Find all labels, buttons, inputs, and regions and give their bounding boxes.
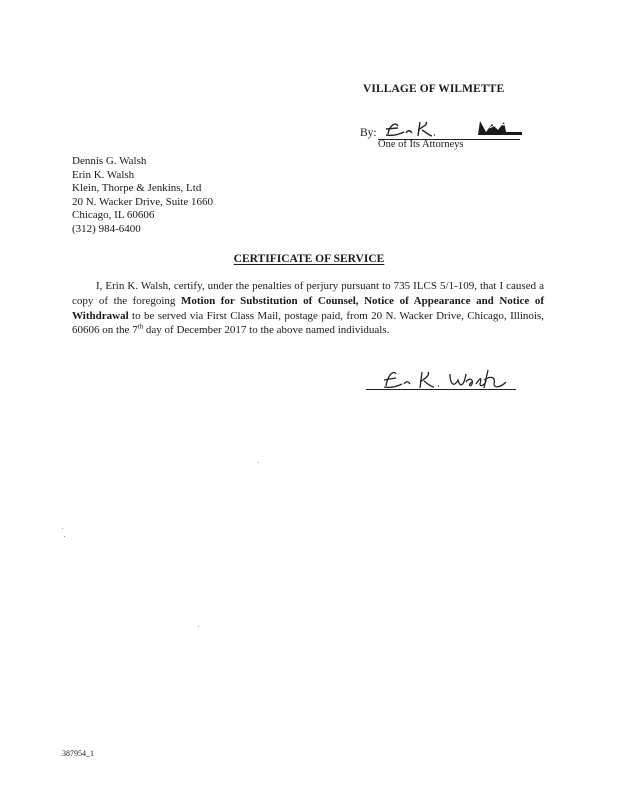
signer-signature-image <box>376 362 516 392</box>
attorney-address-block <box>72 155 213 237</box>
attorney-signature-block <box>360 118 520 158</box>
client-name-heading: VILLAGE OF WILMETTE <box>363 83 505 95</box>
certificate-title: CERTIFICATE OF SERVICE <box>233 253 385 265</box>
certificate-body-text: I, Erin K. Walsh, certify, under the penalties of perjury pursuant to 735 ILCS 5/1-109, that I caused a copy of the foregoing <box>72 280 544 307</box>
address-line: Klein, Thorpe & Jenkins, Ltd <box>72 182 202 195</box>
address-line: (312) 984-6400 <box>72 222 141 235</box>
scan-speck <box>62 528 63 529</box>
attorney-signature-image <box>382 118 522 140</box>
certificate-body-text: day of December 2017 to the above named individuals. <box>143 324 390 337</box>
document-id: 387954_1 <box>62 749 94 758</box>
scan-speck <box>198 626 199 627</box>
certificate-body <box>72 279 544 338</box>
date-ordinal-suffix: th <box>137 322 144 331</box>
address-line: Dennis G. Walsh <box>72 155 147 167</box>
certificate-body-documents: Motion for Substitution of Counsel, Notice of Appearance and Notice of Withdrawal <box>72 294 544 322</box>
scan-speck <box>258 462 259 463</box>
scan-speck <box>64 536 65 537</box>
by-role-caption: One of Its Attorneys <box>378 139 464 150</box>
address-line: Erin K. Walsh <box>72 168 135 181</box>
certificate-body-text: to be served via First Class Mail, postage paid, from 20 N. Wacker Drive, Chicago, Illinois, 60606 on the 7 <box>72 309 544 337</box>
by-label: By: <box>360 127 377 139</box>
address-line: 20 N. Wacker Drive, Suite 1660 <box>72 195 213 208</box>
address-line: Chicago, IL 60606 <box>72 209 155 222</box>
signer-signature-line <box>366 389 516 390</box>
